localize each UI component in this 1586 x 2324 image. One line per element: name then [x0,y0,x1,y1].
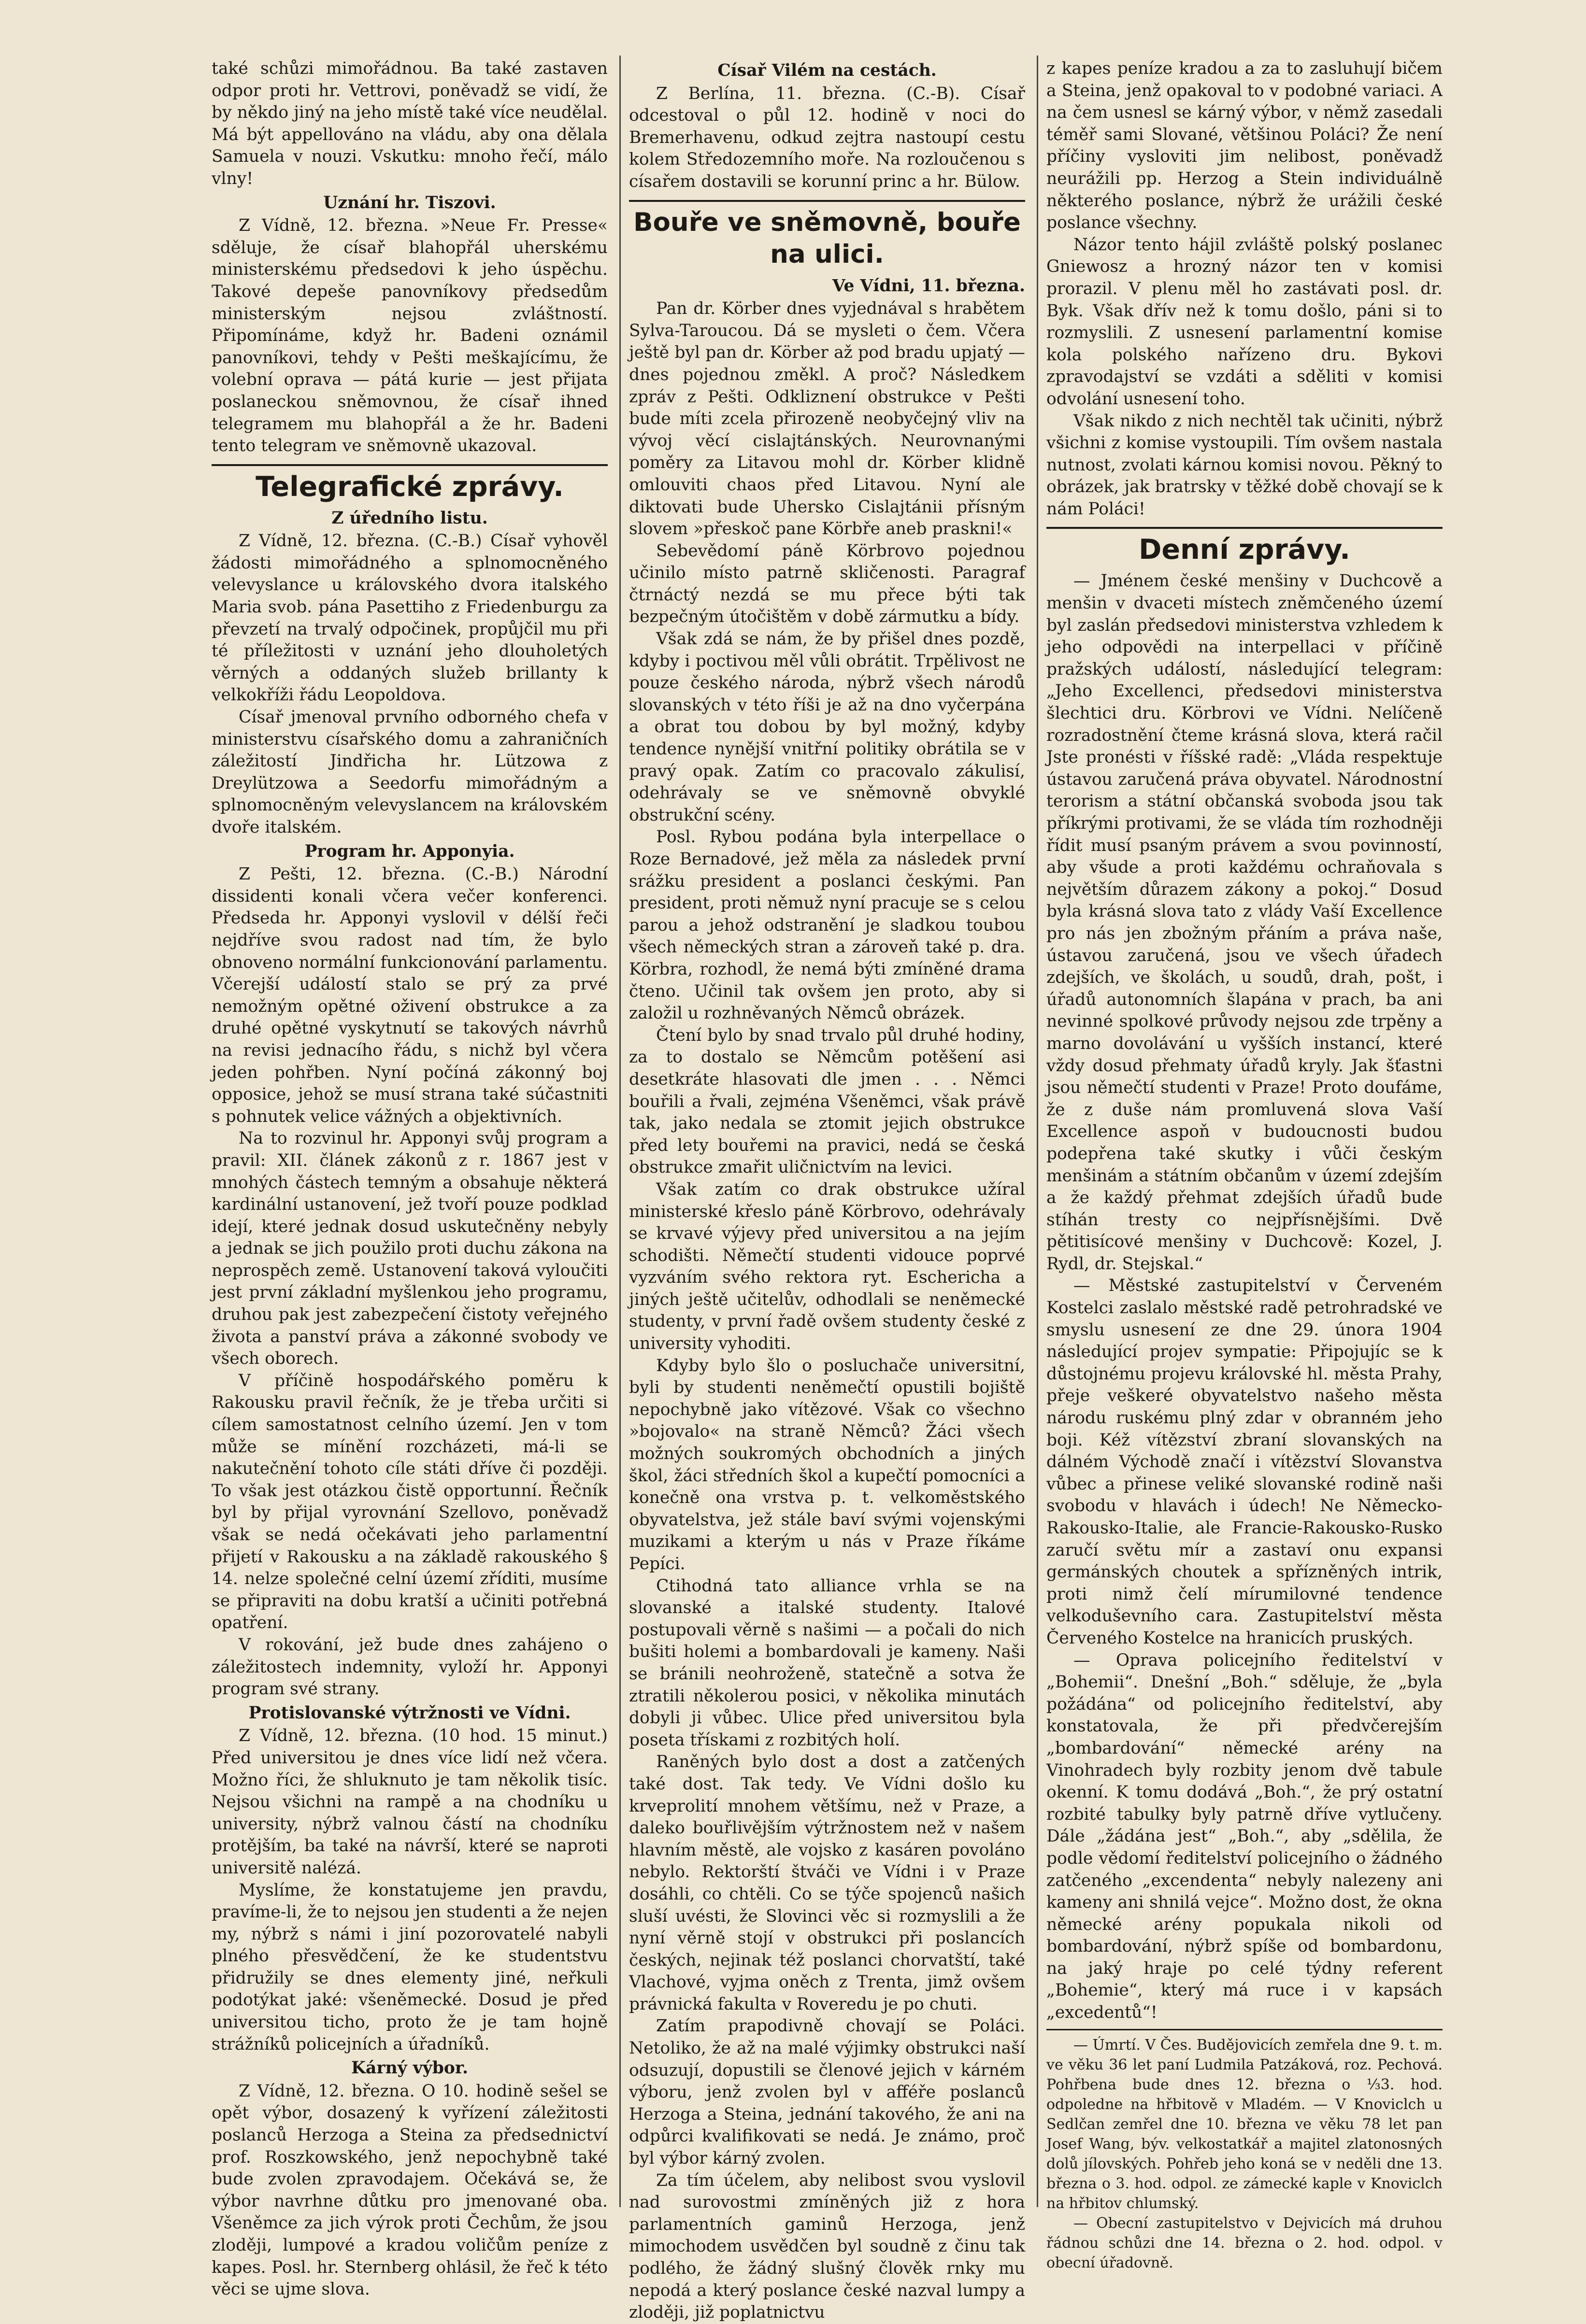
article-paragraph: Posl. Rybou podána byla interpellace o Roze Bernadové, jež měla za následek první srážku president a poslanci českými. Pan president, proti němuž nyní pracuje se s celou parou a jehož odstranění je sladkou toubou všech německých stran a zároveň také p. dra. Körbra, rozhodl, že nemá býti zmíněné drama čteno. Učinil tak ovšem jen proto, aby si založil u rozhněvaných Němců obrázek. [629,827,1025,1023]
article-paragraph: Zatím prapodivně chovají se Poláci. Netoliko, že až na malé výjimky obstrukci naší odsuzují, dopustili se členové jejich v kárném výboru, jenž zvolen byl v afféře poslanců Herzoga a Steina, jednání takového, že ani na odpůrci kvalifikovati se nedá. Je známo, proč byl výbor kárný zvolen. [629,2016,1025,2168]
article-paragraph: Ctihodná tato alliance vrhla se na slovanské a italské studenty. Italové postupovali věrně s našimi — a počali do nich bušiti holemi a bombardovali je kameny. Naši se bránili neohroženě, statečně a sotva že ztratili několerou posici, v několika minutách dobyli ji vůbec. Ulice před universitou byla poseta třískami z rozbitých holí. [629,1576,1025,1750]
article-paragraph: Z Pešti, 12. března. (C.-B.) Národní dissidenti konali včera večer konferenci. Předseda hr. Apponyi vyslovil v délší řeči nejdříve svou radost nad tím, že bylo obnoveno normální funkcionování parlamentu. Včerejší událostí stalo se prý za prvé nemožným opětné oživení obstrukce a za druhé opětné vyskytnutí se takových návrhů na revisi jednacího řádu, s nichž byl včera jeden pohřben. Nyní počíná zákonný boj opposice, jehož se musí strana také súčastniti s pohnutek velice vážných a objektivních. [212,864,608,1126]
news-item: — Městské zastupitelství v Červeném Kostelci zaslalo městské radě petrohradské ve smyslu usnesení ze dne 29. února 1904 následující projev sympatie: Připojujíc se k důstojnému projevu královské hl. města Prahy, přeje veškeré obyvatelstvo našeho města národu ruskému plný zdar v obranném jeho boji. Kéž vítězství zbraní slovanských na dálném Východě značí i vítězství Slovanstva vůbec a přinese veliké slovanské rodině naši svobodu v hlavách i údech! Ne Německo-Rakousko-Italie, ale Francie-Rakousko-Rusko zaručí světu mír a zastaví onu expansi germánských choutek a spřízněných intrik, proti nimž čelí mírumilovné tendence velkoduševního cara. Zastupitelství města Červeného Kostelce na hranicích pruských. [1046,1276,1443,1648]
article-heading: Císař Vilém na cestách. [717,61,937,80]
news-item: — Obecní zastupitelstvo v Dejvicích má druhou řádnou schůzi dne 14. března o 2. hod. odpol. v obecní úřadovně. [1046,2214,1443,2271]
column-left [212,58,608,2301]
dateline: Ve Vídni, 11. března. [832,276,1025,296]
section-heading: Denní zprávy. [1046,527,1443,566]
article-paragraph: Však zatím co drak obstrukce užíral ministerské křeslo páně Körbrovo, odehrávaly se krvavé výjevy před universitou a na jejím schodišti. Němečtí studenti vidouce poprvé vyzváním svého rektora ryt. Eschericha a jiných ještě učitelův, odhodlali se neněmecké studenty, v první řadě ovšem studenty české z university vyhoditi. [629,1179,1025,1354]
article-heading: Program hr. Apponyia. [304,841,515,861]
article-paragraph: Však nikdo z nich nechtěl tak učiniti, nýbrž všichni z komise vystoupili. Tím ovšem nastala nutnost, zvolati kárnou komisi novou. Pěkný to obrázek, jak bratrsky v těžké době chovají se k nám Poláci! [1046,411,1443,519]
column-right [1046,58,1443,2273]
column-divider [1037,56,1038,2207]
article-paragraph: Sebevědomí páně Körbrovo pojednou učinilo místo patrně skličenosti. Paragraf čtrnáctý nezdá se mu přece býti tak bezpečným útočištěm v době zármutku a bídy. [629,541,1025,627]
article-paragraph: Z Vídně, 12. března. (C.-B.) Císař vyhověl žádosti mimořádného a splnomocněného velevyslance u královského dvora italského Maria svob. pána Pasettiho z Friedenburgu za převzetí na trvalý odpočinek, propůjčil mu při té příležitosti v uznání jeho dlouholetých věrných a oddaných služeb brillanty k velkokříži řádu Leopoldova. [212,531,608,705]
article-paragraph: Pan dr. Körber dnes vyjednával s hrabětem Sylva-Taroucou. Dá se mysleti o čem. Včera ještě byl pan dr. Körber až pod bradu upjatý — dnes pojednou změkl. A proč? Následkem zpráv z Pešti. Odkliznení obstrukce v Pešti bude míti zcela přirozeně neobyčejný vliv na vývoj věcí cislajtánských. Neurovnanými poměry za Litavou mohl dr. Körber klidně omlouviti chaos před Litavou. Nyní ale diktovati bude Uhersko Cislajtánii přísným slovem »přeskoč pane Körbře aneb praskni!« [629,299,1025,539]
article-paragraph: Raněných bylo dost a dost a zatčených také dost. Tak tedy. Ve Vídni došlo ku krveprolití mnohem většímu, než v Praze, a daleko bouřlivějším výtržnostem než v našem hlavním městě, ale vojsko z kasáren povoláno nebylo. Rektorští štváči ve Vídni i v Praze dosáhli, co chtěli. Co se týče spojenců našich sluší uvésti, že Slovinci věc si rozmyslili a že nyní věrně stojí v obstrukci při poslancích českých, nejinak též poslanci chorvatští, také Vlachové, vyjma oněch z Trenta, jimž ovšem právnická fakulta v Roveredu je po chuti. [629,1752,1025,2014]
article-paragraph: také schůzi mimořádnou. Ba také zastaven odpor proti hr. Vettrovi, poněvadž se vidí, že by někdo jiný na jeho místě také více neudělal. Má být appellováno na vládu, aby ona dělala Samuela v nouzi. Vskutku: mnoho řečí, málo vlny! [212,59,608,188]
article-paragraph: Císař jmenoval prvního odborného chefa v ministerstvu císařského domu a zahraničních záležitostí Jindřicha hr. Lützowa z Dreylützowa a Seedorfu mimořádným a splnomocněným velevyslancem na královském dvoře italském. [212,708,608,837]
article-paragraph: z kapes peníze kradou a za to zasluhují bičem a Steina, jenž opakoval to v podobné variaci. A na čem usnesl se kárný výbor, v němž zasedali téměř sami Slované, většinou Poláci? Že není příčiny vysloviti jim nelibost, poněvadž neurážili pp. Herzog a Stein individuálně některého poslance, nýbrž že urážili české poslance všechny. [1046,59,1443,233]
news-item: — Jménem české menšiny v Duchcově a menšin v dvaceti místech zněmčeného území byl zaslán předsedovi ministerstva vzhledem k jeho odpovědi na interpellaci v příčině pražských událostí, následující telegram: „Jeho Excellenci, předsedovi ministerstva šlechtici dru. Körbrovi ve Vídni. Nelíčeně rozradostnění čteme krásná slova, která račil Jste pronésti v říšské radě: „Vláda respektuje ústavou zaručená práva obyvatel. Národnostní terorism a státní občanská svoboda jsou tak příkrými protivami, že se vláda tím rozhodněji řídit musí psaným právem a svou povinností, aby všude a proti každému ochraňovala s největším důrazem zákony a pokoj.“ Dosud byla krásná slova tato z vlády Vaší Excellence pro nás jen zbožným přáním a práva naše, ústavou zaručená, jsou ve všech úřadech zdejších, ve školách, u soudů, drah, pošt, i úřadů autonomních šlapána v prach, ba ani nevinné spolkové průvody nejsou zde trpěny a marno dovolávání u vyšších instancí, které vždy dosud přehmaty úřadů kryly. Jak šťastni jsou němečtí studenti v Praze! Proto doufáme, že z duše nám promluvená slova Vaší Excellence aspoň v budoucnosti budou podepřena také skutky i vůči českým menšinám a státním občanům v území zdejším a že každý přehmat zdejších úřadů bude stíhán tresty co nejpřísnějšími. Dvě pětitisícové menšiny v Duchcově: Kozel, J. Rydl, dr. Stejskal.“ [1046,571,1443,1274]
article-paragraph: Z Vídně, 12. března. »Neue Fr. Presse« sděluje, že císař blahopřál uherskému ministerskému předsedovi k jeho úspěchu. Takové depeše panovníkovy předsedům ministerským nejsou zvláštností. Připomínáme, když hr. Badeni oznámil panovníkovi, tehdy v Pešti meškajícímu, že volební oprava — pátá kurie — jest přijata poslaneckou sněmovnou, že císař ihned telegramem mu blahopřál a že hr. Badeni tento telegram ve sněmovně ukazoval. [212,216,608,456]
article-paragraph: Myslíme, že konstatujeme jen pravdu, pravíme-li, že to nejsou jen studenti a že nejen my, nýbrž s námi i jiní pozorovatelé nabyli plného přesvědčení, že ke studentstvu přidružily se dnes elementy jiné, neřkuli podotýkat jaké: všeněmecké. Dosud je před universitou ticho, proto že je tam hojně strážníků policejních a úřadníků. [212,1880,608,2054]
article-heading: Uznání hr. Tiszovi. [323,193,496,213]
section-heading: Telegrafické zprávy. [212,464,608,503]
article-paragraph: Na to rozvinul hr. Apponyi svůj program a pravil: XII. článek zákonů z r. 1867 jest v mnohých částech temným a obsahuje některá kardinální ustanovení, jež tvoří pouze podklad idejí, které jednak dosud uskutečněny nebyly a jednak se jich použilo proti duchu zákona na neprospěch země. Ustanovení taková vyloučiti jest první základní myšlenkou jeho programu, druhou pak jest zabezpečení čistoty veřejného života a panství práva a zákonné svobody ve všech oborech. [212,1129,608,1369]
article-paragraph: V rokování, jež bude dnes zahájeno o záležitostech indemnity, vyloží hr. Apponyi program své strany. [212,1635,608,1699]
article-heading: Z úředního listu. [331,508,488,528]
news-item: — Oprava policejního ředitelství v „Bohemii“. Dnešní „Boh.“ sděluje, že „byla požádána“ od policejního ředitelství, aby konstatovala, že při předvčerejším „bombardování“ německé arény na Vinohradech byly rozbity jenom dvě tabule okenní. K tomu dodává „Boh.“, že prý ostatní rozbité tabulky byly patrně dříve vytlučeny. Dále „žádána jest“ „Boh.“, aby „sdělila, že podle vědomí ředitelství policejního o žádného zatčeného „excendenta“ nebyly nalezeny ani kameny ani shnilá vejce“. Možno dost, že okna německé arény popukala nikoli od bombardování, nýbrž spíše od bombardonu, na jaký hraje po celé týdny referent „Bohemie“, který má ruce i v kapsách „excedentů“! [1046,1650,1443,2023]
article-paragraph: Z Vídně, 12. března. (10 hod. 15 minut.) Před universitou je dnes více lidí než včera. Možno říci, že shluknuto je tam několik tisíc. Nejsou všichni na rampě a na chodníku u university, nýbrž valnou částí na chodníku protějším, ba také na návrší, které se naproti universitě nalézá. [212,1726,608,1878]
separator-rule [1046,2029,1443,2030]
news-item: — Úmrtí. V Čes. Budějovicích zemřela dne 9. t. m. ve věku 36 let paní Ludmila Patzáková, roz. Pechová. Pohřbena bude dnes 12. března o ⅓3. hod. odpoledne na hřbitově v Mladém. — V Knoviclch u Sedlčan zemřel dne 10. března ve věku 78 let pan Josef Wang, býv. velkostatkář a majitel zlatonosných dolů jílovských. Pohřeb jeho koná se v neděli dne 13. března o 3. hod. odpol. ze zámecké kaple v Knoviclch na hřbitov chlumský. [1046,2036,1443,2212]
article-heading: Kárný výbor. [351,2058,468,2078]
article-paragraph: Kdyby bylo šlo o posluchače universitní, byli by studenti neněmečtí opustili bojiště nepochybně jako vítězové. Však co všechno »bojovalo« na straně Němců? Žáci všech možných soukromých obchodních a jiných škol, žáci středních škol a kupečtí pomocníci a konečně ona vrstva p. t. velkoměstského obyvatelstva, jež stále baví svými vojenskými muzikami a kterým u nás v Praze říkáme Pepíci. [629,1356,1025,1573]
article-heading: Protislovanské výtržnosti ve Vídni. [248,1703,571,1723]
column-divider [619,56,621,2207]
article-paragraph: Čtení bylo by snad trvalo půl druhé hodiny, za to dostalo se Němcům potěšení asi desetkráte hlasovati dle jmen . . . Němci bouřili a řvali, zejména Všeněmci, však právě tak, jako nedala se ztomit jejich obstrukce před lety bouřemi na pravici, nedá se česká obstrukce zmařit uličnictvím na levici. [629,1025,1025,1177]
article-paragraph: Však zdá se nám, že by přišel dnes pozdě, kdyby i poctivou měl vůli obrátit. Trpělivost ne pouze českého národa, nýbrž všech národů slovanských v této říši je až na dno vyčerpána a obrat tou dobou by byl možný, kdyby tendence nynější vnitřní politiky obrátila se v pravý opak. Zatím co pracovalo zákulisí, odehrávaly se ve sněmovně obvyklé obstrukční scény. [629,629,1025,825]
article-paragraph: Názor tento hájil zvláště polský poslanec Gniewosz a hrozný názor ten v komisi prorazil. V plenu měl ho zastávati posl. dr. Byk. Však dřív než k tomu došlo, páni si to rozmyslili. Z usnesení parlamentní komise kola polského nařízeno dru. Bykovi zpravodajství se vzdáti a sděliti v komisi odvolání usnesení toho. [1046,235,1443,409]
article-paragraph: Za tím účelem, aby nelibost svou vyslovil nad surovostmi zmíněných již z hora parlamentních gaminů Herzoga, jenž mimochodem usvědčen byl soudně z činu tak podlého, že žádný slušný člověk rnky mu nepodá a který poslance české nazval lumpy a zloději, již poplatnictvu [629,2170,1025,2323]
column-middle [629,58,1025,2324]
section-heading: Bouře ve sněmovně, bouře na ulici. [629,200,1025,270]
article-paragraph: Z Vídně, 12. března. O 10. hodině sešel se opět výbor, dosazený k vyřízení záležitosti poslanců Herzoga a Steina za předsednictví prof. Roszkowského, jenž nepochybně také bude zvolen zpravodajem. Očekává se, že výbor navrhne důtku pro jmenované oba. Všeněmce za jich výrok proti Čechům, že jsou zloději, lumpové a kradou voličům peníze z kapes. Posl. hr. Sternberg ohlásil, že řeč k této věci se ujme slova. [212,2081,608,2299]
article-paragraph: Z Berlína, 11. března. (C.-B). Císař odcestoval o půl 12. hodině v noci do Bremerhavenu, odkud zejtra nastoupí cestu kolem Středozemního moře. Na rozloučenou s císařem dostavili se korunní princ a hr. Bülow. [629,84,1025,191]
article-paragraph: V příčině hospodářského poměru k Rakousku pravil řečník, že je třeba určiti si cílem samostatnost celního území. Jen v tom může se mínění rozcházeti, má-li se nakutečnění tohoto cíle státi dříve či později. To však jest otázkou čistě opportunní. Řečník byl by přijal vyrovnání Szellovo, poněvadž však se nedá očekávati jeho parlamentní přijetí v Rakousku a na základě rakouského § 14. nelze společné celní území zříditi, musíme se připraviti na dobu kratší a učiniti potřebná opatření. [212,1371,608,1633]
